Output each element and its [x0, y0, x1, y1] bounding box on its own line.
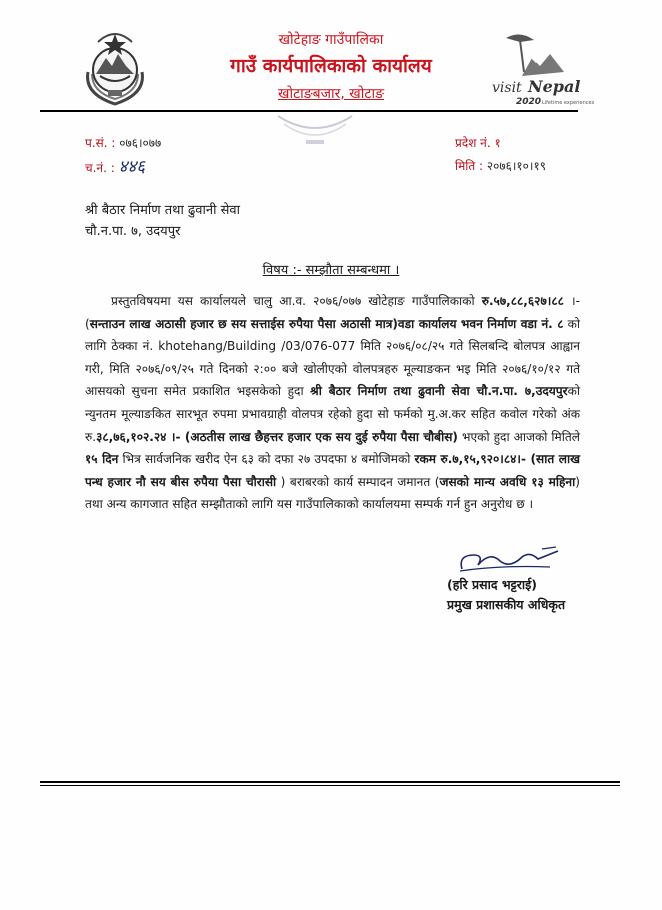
footer-divider-top — [40, 781, 620, 783]
contract-amount: रु.५७,८८,६२७।८८ — [481, 294, 564, 308]
reference-number: प.सं. : ०७६।०७७ — [85, 136, 162, 150]
letter-body: प्रस्तुतविषयमा यस कार्यालयले चालु आ.व. २०७६/०७७ खोटेहाङ गाउँपालिकाको रु.५७,८८,६२७।८८ ।-(सन्ताउन लाख अठासी हजार छ सय सत्ताईस रुपैया पैसा अठासी मात्र)वडा कार्यालय भवन निर्माण वडा नं. ८ को लागि ठेक्का नं. khotehang/Building /03/076-077 मिति २०७६/०८/२५ गते सिलबन्दि बोलपत्र आह्वान गरी, मिति २०७६/०९/२५ गते दिनको २:०० बजे खोलीएको वोलपत्रहरु मूल्याङकन भइ मिति २०७६/१०/१२ गते आसयको सुचना समेत प्रकाशित भइसकेको हुदा श्री बैठार निर्माण तथा ढुवानी सेवा चौ.न.पा. ७,उदयपुरको न्युनतम मूल्याङकित सारभूत रुपमा प्रभावग्राही वोलपत्र रहेको हुदा सो फर्मको मु.अ.कर सहित कवोल गरेको अंक रु.३८,७६,१०२.२४ ।- (अठतीस लाख छैहत्तर हजार एक सय दुई रुपैया पैसा चौबीस) भएको हुदा आजको मितिले १५ दिन भित्र सार्वजनिक खरीद ऐन ६३ को दफा २७ उपदफा ४ बमोजिमको रकम रु.७,१५,९२०।८४।- (सात लाख पन्ध हजार नौ सय बीस रुपैया पैसा चौरासी ) बराबरको कार्य सम्पादन जमानत (जसको मान्य अवधि १३ महिना) तथा अन्य कागजात सहित सम्झौताको लागि यस गाउँपालिकाको कार्यालयमा सम्पर्क गर्न हुन अनुरोध छ । — [85, 294, 581, 512]
recipient-name: श्री बैठार निर्माण तथा ढुवानी सेवा — [85, 203, 240, 218]
letter-subject: विषय :- सम्झौता सम्बन्धमा । — [262, 263, 400, 278]
municipality-name: खोटेहाङ गाउँपालिका — [278, 32, 384, 48]
deadline-days: १५ दिन — [85, 452, 119, 467]
office-address: खोटाङबजार, खोटाङ — [278, 86, 384, 102]
signature-mark — [430, 545, 570, 575]
letter-date: मिति : २०७६।१०।१९ — [455, 159, 546, 173]
bid-amount: ३८,७६,१०२.२४ ।- (अठतीस लाख छैहत्तर हजार एक सय दुई रुपैया पैसा चौबीस) — [96, 429, 458, 444]
svg-text:Nepal: Nepal — [528, 77, 581, 96]
signatory-name: (हरि प्रसाद भट्टराई) — [447, 577, 537, 592]
recipient-address: चौ.न.पा. ७, उदयपुर — [85, 224, 181, 239]
province-number: प्रदेश नं. १ — [455, 136, 501, 150]
svg-text:2020: 2020 — [516, 97, 542, 107]
contract-amount-words: सन्ताउन लाख अठासी हजार छ सय सत्ताईस रुपैया पैसा अठासी मात्र)वडा कार्यालय भवन निर्माण वडा नं. ८ — [89, 316, 564, 331]
office-name: गाउँ कार्यपालिकाको कार्यालय — [230, 55, 432, 77]
footer-divider-bottom — [40, 785, 620, 786]
signatory-title: प्रमुख प्रशासकीय अधिकृत — [447, 597, 566, 612]
contractor-name: श्री बैठार निर्माण तथा ढुवानी सेवा चौ.न.पा. ७,उदयपुर — [310, 384, 568, 399]
office-stamp — [270, 110, 360, 150]
svg-text:visit: visit — [492, 80, 522, 96]
dispatch-number: च.नं. : ४४६ — [85, 157, 146, 177]
svg-text:Lifetime experiences: Lifetime experiences — [542, 100, 595, 106]
validity-period: जसको मान्य अवधि १३ महिना — [439, 474, 576, 489]
guarantee-amount: रकम रु.७,१५,९२०।८४।- (सात लाख पन्ध हजार नौ सय बीस रुपैया पैसा चौरासी — [85, 452, 580, 489]
